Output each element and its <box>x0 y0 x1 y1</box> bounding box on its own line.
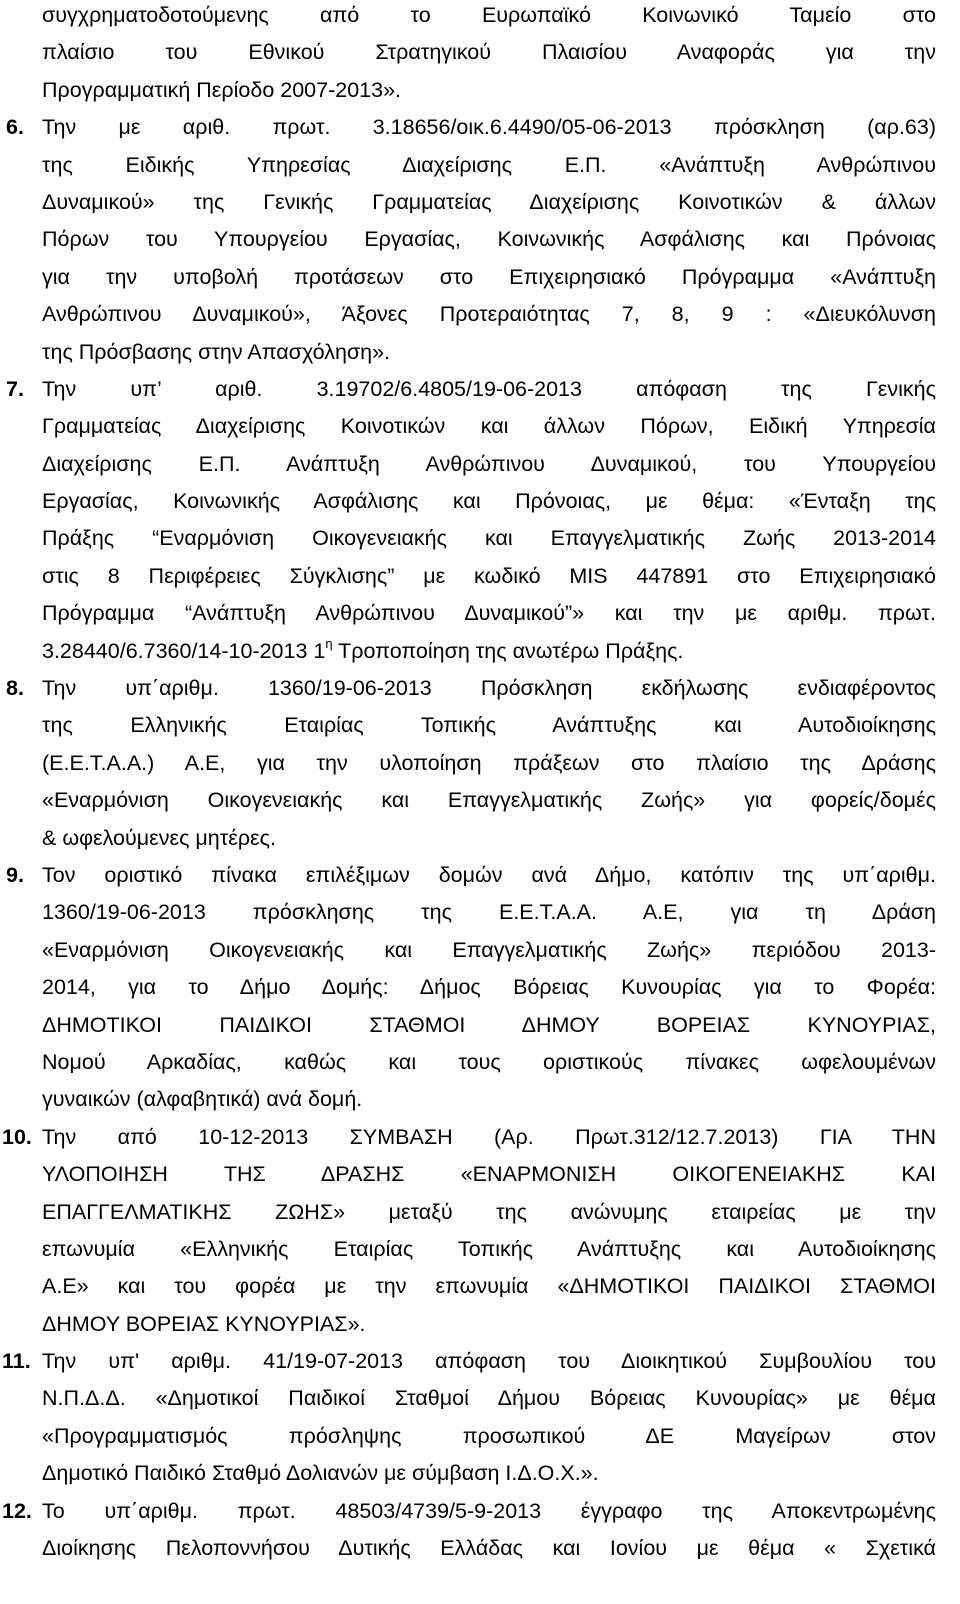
item-line: Νομού Αρκαδίας, καθώς και τους οριστικούς πίνακες ωφελουμένων <box>42 1049 936 1074</box>
item-line: Δυναμικού» της Γενικής Γραμματείας Διαχείρισης Κοινοτικών & άλλων <box>42 189 936 214</box>
item-number: 12. <box>2 1498 32 1523</box>
item-line: επωνυμία «Ελληνικής Εταιρίας Τοπικής Ανάπτυξης και Αυτοδιοίκησης <box>42 1236 936 1261</box>
item-line: «Εναρμόνιση Οικογενειακής και Επαγγελματικής Ζωής» περιόδου 2013- <box>42 937 936 962</box>
item-line: Την με αριθ. πρωτ. 3.18656/οικ.6.4490/05-06-2013 πρόσκληση (αρ.63) <box>42 115 936 140</box>
item-line-text: 3.28440/6.7360/14-10-2013 1 <box>42 638 326 663</box>
list-item-10 <box>2 1119 936 1343</box>
superscript-eta: η <box>325 635 333 651</box>
item-line: ΥΛΟΠΟΙΗΣΗ ΤΗΣ ΔΡΑΣΗΣ «ΕΝΑΡΜΟΝΙΣΗ ΟΙΚΟΓΕΝΕΙΑΚΗΣ ΚΑΙ <box>42 1162 936 1187</box>
item-line: Την υπ' αριθμ. 41/19-07-2013 απόφαση του Διοικητικού Συμβουλίου του <box>42 1349 936 1374</box>
item-line: Το υπ΄αριθμ. πρωτ. 48503/4739/5-9-2013 έγγραφο της Αποκεντρωμένης <box>42 1498 936 1523</box>
item-line: για την υποβολή προτάσεων στο Επιχειρησιακό Πρόγραμμα «Ανάπτυξη <box>42 264 936 289</box>
item-number: 7. <box>6 376 24 401</box>
item-line: Εργασίας, Κοινωνικής Ασφάλισης και Πρόνοιας, με θέμα: «Ένταξη της <box>42 489 936 514</box>
list-item-11 <box>2 1343 936 1493</box>
item-line: γυναικών (αλφαβητικά) ανά δομή. <box>42 1087 363 1112</box>
list-item-12 <box>2 1493 936 1568</box>
item-line: Διοίκησης Πελοποννήσου Δυτικής Ελλάδας και Ιονίου με θέμα « Σχετικά <box>42 1536 936 1561</box>
item-line: Πόρων του Υπουργείου Εργασίας, Κοινωνικής Ασφάλισης και Πρόνοιας <box>42 227 936 252</box>
list-item-8 <box>6 670 936 857</box>
item-line <box>42 633 936 670</box>
item-line: ΔΗΜΟΤΙΚΟΙ ΠΑΙΔΙΚΟΙ ΣΤΑΘΜΟΙ ΔΗΜΟΥ ΒΟΡΕΙΑΣ ΚΥΝΟΥΡΙΑΣ, <box>42 1012 936 1037</box>
item-line: Ν.Π.Δ.Δ. «Δημοτικοί Παιδικοί Σταθμοί Δήμου Βόρειας Κυνουρίας» με θέμα <box>42 1386 936 1411</box>
document-page <box>2 0 936 1567</box>
item-number: 10. <box>2 1124 32 1149</box>
item-number: 11. <box>2 1349 31 1374</box>
intro-line: συγχρηματοδοτούμενης από το Ευρωπαϊκό Κοινωνικό Ταμείο στο <box>42 3 936 27</box>
item-line: & ωφελούμενες μητέρες. <box>42 825 276 850</box>
item-line: Ανθρώπινου Δυναμικού», Άξονες Προτεραιότητας 7, 8, 9 : «Διευκόλυνση <box>42 302 936 327</box>
item-line: Διαχείρισης Ε.Π. Ανάπτυξη Ανθρώπινου Δυναμικού, του Υπουργείου <box>42 451 936 476</box>
item-line: «Προγραμματισμός πρόσληψης προσωπικού ΔΕ Μαγείρων στον <box>42 1423 936 1448</box>
intro-line: πλαίσιο του Εθνικού Στρατηγικού Πλαισίου Αναφοράς για την <box>42 40 936 65</box>
item-line: Την υπ΄αριθμ. 1360/19-06-2013 Πρόσκληση εκδήλωσης ενδιαφέροντος <box>42 676 936 701</box>
item-line: (Ε.Ε.Τ.Α.Α.) Α.Ε, για την υλοποίηση πράξεων στο πλαίσιο της Δράσης <box>42 750 936 775</box>
item-line: Τον οριστικό πίνακα επιλέξιμων δομών ανά Δήμο, κατόπιν της υπ΄αριθμ. <box>42 862 936 887</box>
item-line: Δημοτικό Παιδικό Σταθμό Δολιανών με σύμβαση Ι.Δ.Ο.Χ.». <box>42 1461 599 1486</box>
list-item-6 <box>6 109 936 371</box>
item-line: της Ελληνικής Εταιρίας Τοπικής Ανάπτυξης και Αυτοδιοίκησης <box>42 713 936 738</box>
item-line: Α.Ε» και του φορέα με την επωνυμία «ΔΗΜΟΤΙΚΟΙ ΠΑΙΔΙΚΟΙ ΣΤΑΘΜΟΙ <box>42 1274 936 1299</box>
item-line: ΔΗΜΟΥ ΒΟΡΕΙΑΣ ΚΥΝΟΥΡΙΑΣ». <box>42 1311 366 1336</box>
item-line: 2014, για το Δήμο Δομής: Δήμος Βόρειας Κυνουρίας για το Φορέα: <box>42 975 936 1000</box>
item-line: στις 8 Περιφέρειες Σύγκλισης” με κωδικό MIS 447891 στο Επιχειρησιακό <box>42 563 936 588</box>
item-line: Γραμματείας Διαχείρισης Κοινοτικών και άλλων Πόρων, Ειδική Υπηρεσία <box>42 414 936 439</box>
item-number: 8. <box>6 676 24 701</box>
item-line: Την υπ’ αριθ. 3.19702/6.4805/19-06-2013 απόφαση της Γενικής <box>42 376 936 401</box>
item-line: Την από 10-12-2013 ΣΥΜΒΑΣΗ (Αρ. Πρωτ.312/12.7.2013) ΓΙΑ ΤΗΝ <box>42 1124 936 1149</box>
item-line: της Πρόσβασης στην Απασχόληση». <box>42 339 391 364</box>
list-item-7 <box>6 371 936 670</box>
item-line-text: Τροποποίηση της ανωτέρω Πράξης. <box>332 638 684 663</box>
item-line: Πράξης “Εναρμόνιση Οικογενειακής και Επαγγελματικής Ζωής 2013-2014 <box>42 526 936 551</box>
item-line: «Εναρμόνιση Οικογενειακής και Επαγγελματικής Ζωής» για φορείς/δομές <box>42 788 936 813</box>
intro-paragraph <box>42 0 936 109</box>
item-number: 9. <box>6 862 24 887</box>
item-line: ΕΠΑΓΓΕΛΜΑΤΙΚΗΣ ΖΩΗΣ» μεταξύ της ανώνυμης εταιρείας με την <box>42 1199 936 1224</box>
intro-line: Προγραμματική Περίοδο 2007-2013». <box>42 77 402 102</box>
item-line: της Ειδικής Υπηρεσίας Διαχείρισης Ε.Π. «Ανάπτυξη Ανθρώπινου <box>42 152 936 177</box>
list-item-9 <box>6 857 936 1119</box>
item-line: 1360/19-06-2013 πρόσκλησης της Ε.Ε.Τ.Α.Α. Α.Ε, για τη Δράση <box>42 900 936 925</box>
item-number: 6. <box>6 115 24 140</box>
item-line: Πρόγραμμα “Ανάπτυξη Ανθρώπινου Δυναμικού”» και την με αριθμ. πρωτ. <box>42 601 936 626</box>
